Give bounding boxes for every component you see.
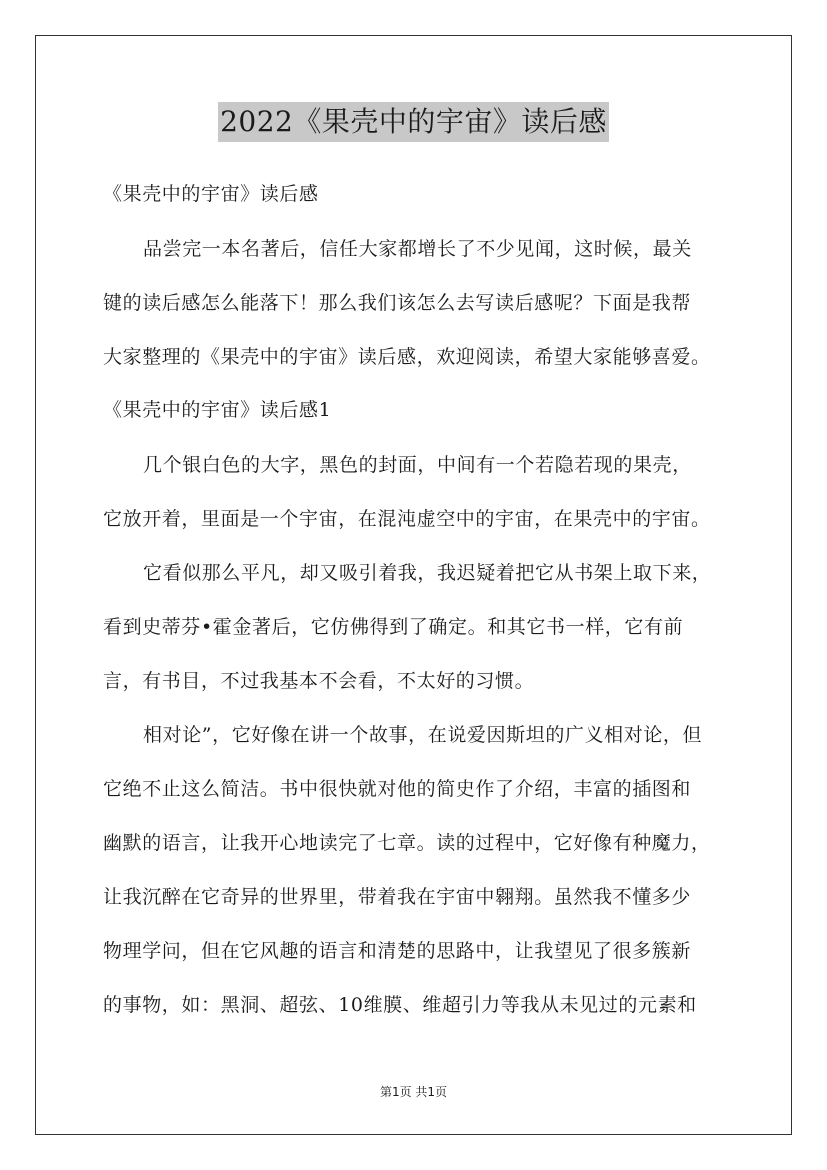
- document-title: 2022《果壳中的宇宙》读后感: [218, 102, 609, 142]
- paragraph-line: 的事物，如：黑洞、超弦、10维膜、维超引力等我从未见过的元素和: [103, 994, 697, 1016]
- paragraph-line: 看到史蒂芬•霍金著后，它仿佛得到了确定。和其它书一样，它有前: [103, 616, 684, 638]
- paragraph-line: 它绝不止这么简洁。书中很快就对他的简史作了介绍，丰富的插图和: [103, 778, 692, 800]
- title-container: [0, 102, 827, 142]
- page-number-footer: 第1页 共1页: [379, 1085, 448, 1099]
- paragraph-line: 键的读后感怎么能落下！那么我们该怎么去写读后感呢？下面是我帮: [103, 292, 692, 314]
- paragraph-line: 几个银白色的大字，黑色的封面，中间有一个若隐若现的果壳，: [143, 454, 692, 476]
- paragraph-line: 品尝完一本名著后，信任大家都增长了不少见闻，这时候，最关: [143, 238, 692, 260]
- subtitle-line: 《果壳中的宇宙》读后感: [103, 183, 319, 205]
- paragraph-line: 言，有书目，不过我基本不会看，不太好的习惯。: [103, 670, 535, 692]
- paragraph-line: 大家整理的《果壳中的宇宙》读后感，欢迎阅读，希望大家能够喜爱。: [103, 346, 711, 368]
- paragraph-line: 物理学问，但在它风趣的语言和清楚的思路中，让我望见了很多簇新: [103, 940, 692, 962]
- paragraph-line: 幽默的语言，让我开心地读完了七章。读的过程中，它好像有种魔力，: [103, 832, 711, 854]
- paragraph-line: 它看似那么平凡，却又吸引着我，我迟疑着把它从书架上取下来，: [143, 562, 712, 584]
- section-heading: 《果壳中的宇宙》读后感1: [103, 399, 332, 421]
- paragraph-line: 它放开着，里面是一个宇宙，在混沌虚空中的宇宙，在果壳中的宇宙。: [103, 508, 711, 530]
- paragraph-line: 让我沉醉在它奇异的世界里，带着我在宇宙中翱翔。虽然我不懂多少: [103, 886, 692, 908]
- paragraph-line: 相对论”，它好像在讲一个故事，在说爱因斯坦的广义相对论，但: [143, 724, 703, 746]
